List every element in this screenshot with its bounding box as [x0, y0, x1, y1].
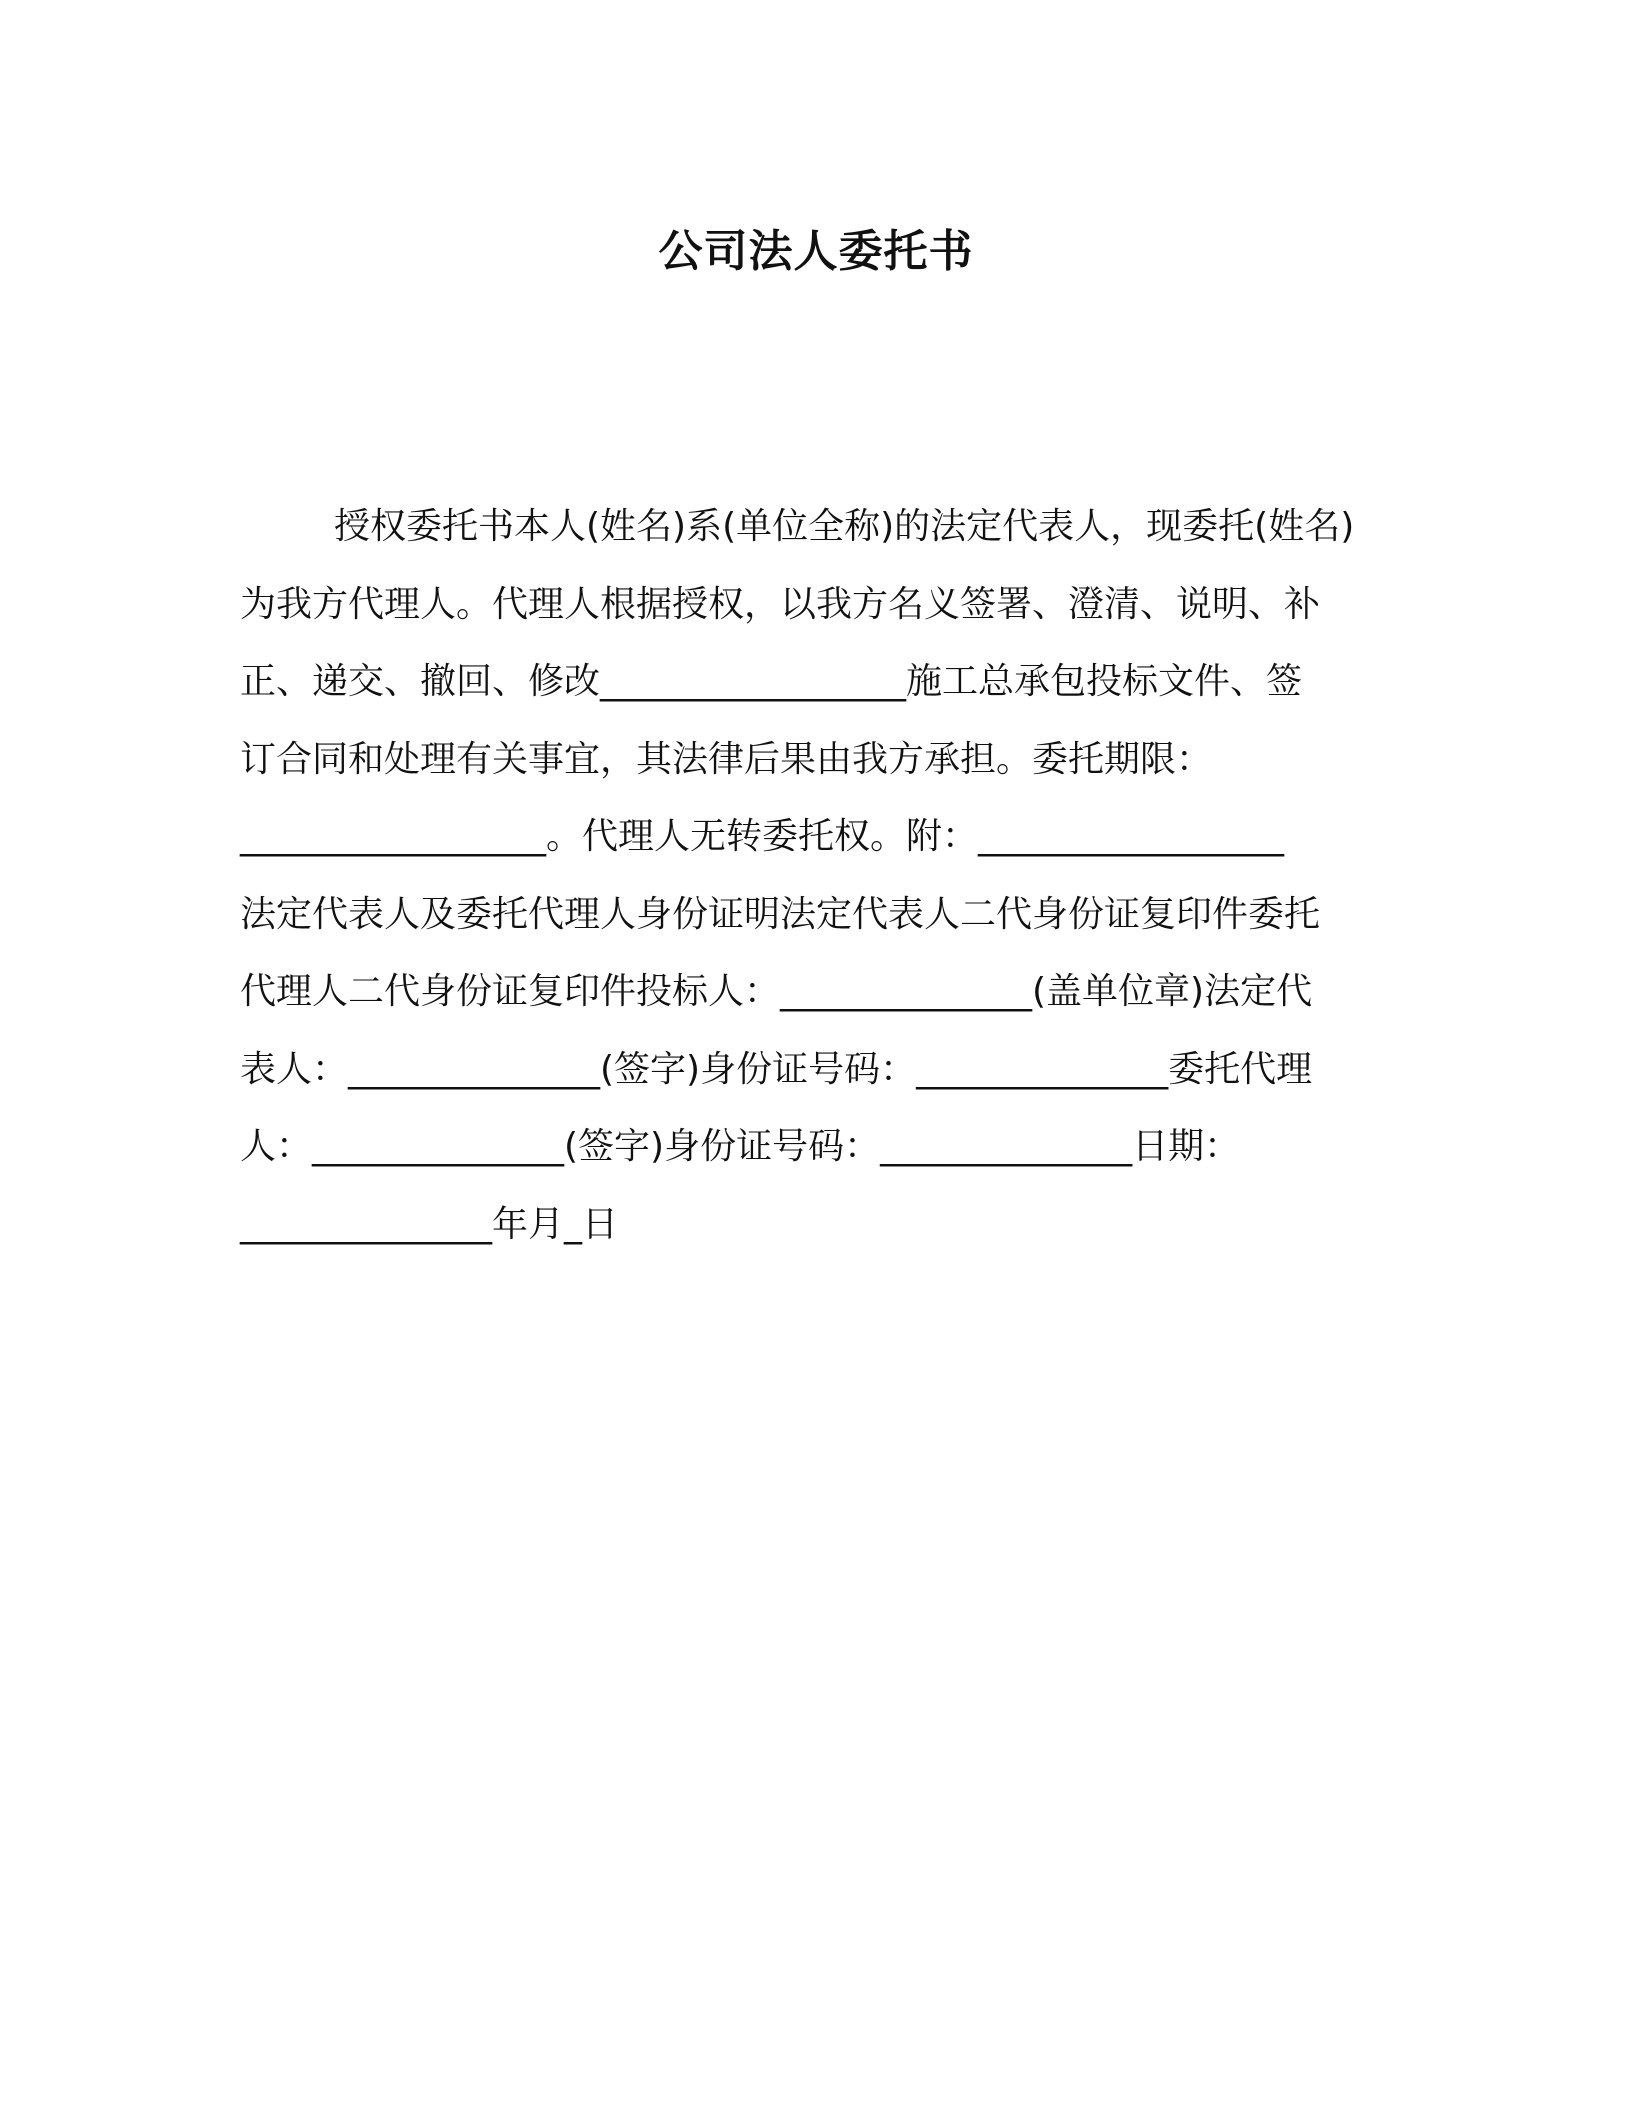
body-line-2: 为我方代理人。代理人根据授权，以我方名义签署、澄清、说明、补	[240, 583, 1321, 625]
body-line-5: _________________。代理人无转委托权。附：_________________	[240, 816, 1285, 857]
body-line-3: 正、递交、撤回、修改_________________施工总承包投标文件、签	[240, 661, 1303, 702]
body-line-7: 代理人二代身份证复印件投标人：______________(盖单位章)法定代	[240, 971, 1313, 1012]
body-line-6: 法定代表人及委托代理人身份证明法定代表人二代身份证复印件委托	[240, 893, 1321, 935]
document-title: 公司法人委托书	[658, 226, 974, 277]
body-line-4: 订合同和处理有关事宜，其法律后果由我方承担。委托期限：	[240, 738, 1213, 780]
body-line-9: 人：______________(签字)身份证号码：______________日期：	[240, 1126, 1241, 1167]
body-line-10: ______________年月_日	[240, 1203, 619, 1245]
body-line-1: 授权委托书本人(姓名)系(单位全称)的法定代表人，现委托(姓名)	[334, 506, 1355, 547]
body-line-8: 表人：______________(签字)身份证号码：______________委托代理	[240, 1048, 1313, 1090]
document-body	[240, 488, 1380, 1263]
